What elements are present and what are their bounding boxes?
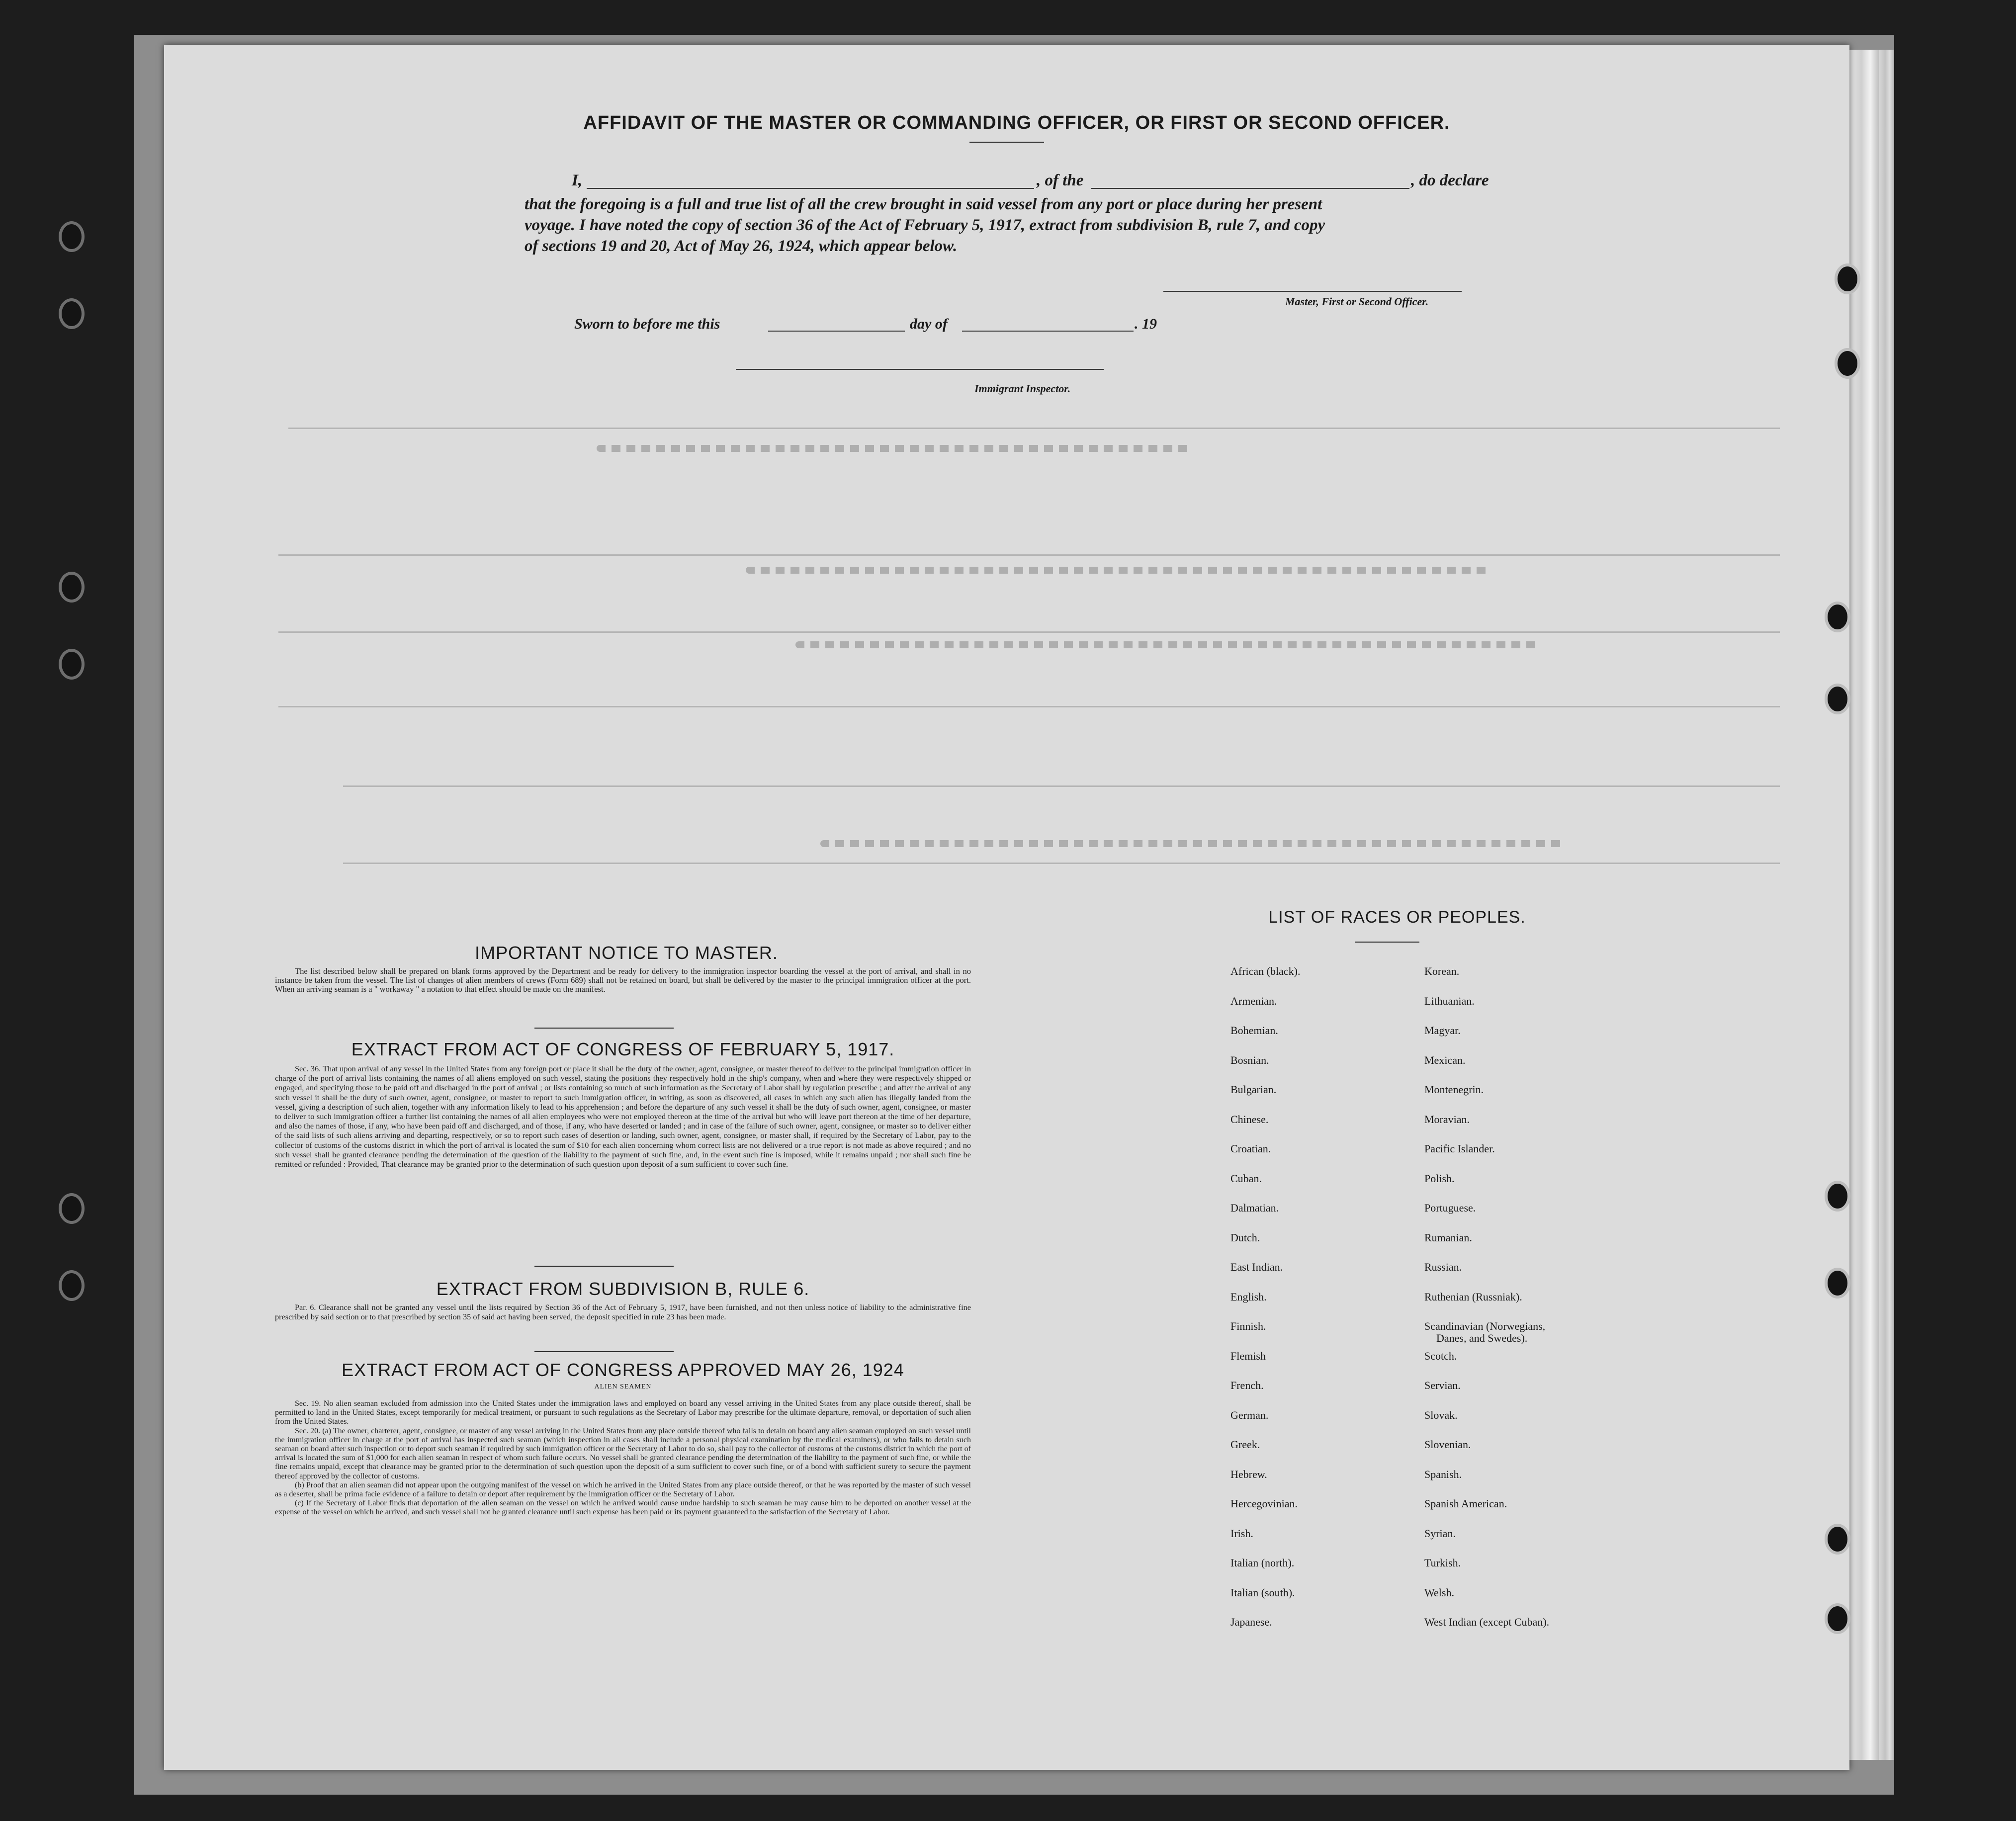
sec-19-paragraph: Sec. 19. No alien seaman excluded from admission into the United States under the immigration laws and employed on board any vessel arriving in the United States from any place outside thereof, shall be permitted to land in the United States, except temporarily for medical treatment, or pursuant to such regulations as the Secretary of Labor may prescribe for the ultimate departure, removal, or deportation of such alien from the United States. xyxy=(275,1399,971,1426)
extract-1924-text xyxy=(275,1399,971,1517)
punch-hole xyxy=(59,221,85,252)
year-prefix: . 19 xyxy=(1135,316,1157,332)
race-item: Greek. xyxy=(1230,1438,1260,1451)
race-item: Bosnian. xyxy=(1230,1053,1269,1066)
affidavit-declare: , do declare xyxy=(1411,172,1489,189)
race-item: English. xyxy=(1230,1290,1267,1303)
extract-rule6-text xyxy=(275,1302,971,1321)
name-blank[interactable] xyxy=(587,188,1034,189)
races-right-column xyxy=(1424,965,1549,1646)
punch-hole xyxy=(1825,1603,1850,1634)
race-item: Irish. xyxy=(1230,1527,1253,1540)
race-item: Dutch. xyxy=(1230,1231,1260,1244)
affidavit-line-4: of sections 19 and 20, Act of May 26, 1924, which appear below. xyxy=(525,237,958,255)
sec-20b-paragraph: (b) Proof that an alien seaman did not appear upon the outgoing manifest of the vessel on which he arrived in the United States from any place outside thereof, or that he was reported by the master of such vessel as a deserter, shall be prima facie evidence of a failure to detain or deport after requirement by the immigration officer or the Secretary of Labor. xyxy=(275,1480,971,1499)
notice-title: IMPORTANT NOTICE TO MASTER. xyxy=(475,943,778,963)
race-item: Finnish. xyxy=(1230,1320,1266,1332)
sec-20a-paragraph: Sec. 20. (a) The owner, charterer, agent, consignee, or master of any vessel arriving in the United States from any place outside thereof who fails to detain on board any alien seaman employed on such vessel until the immigration officer in charge at the port of arrival has inspected such seaman (which inspection in all cases shall include a personal physical examination by the medical examiners), or who fails to detain such seaman on board after such inspection or to deport such seaman if required by such immigration officer or the Secretary of Labor to do so, shall pay to the collector of customs of the customs district in which the port of arrival is located the sum of $1,000 for each alien seaman in respect of whom such failure occurs. No vessel shall be granted clearance pending the determination of the liability to the payment of such fine, or while the fine remains unpaid, except that clearance may be granted prior to the determination of such question upon the deposit of a sum sufficient to cover such fine, or of a bond with sufficient surety to secure the payment thereof approved by the collector of customs. xyxy=(275,1426,971,1480)
punch-hole xyxy=(1825,1181,1850,1212)
month-blank[interactable] xyxy=(962,331,1134,332)
race-item: Servian. xyxy=(1424,1379,1461,1391)
punch-hole xyxy=(1825,1524,1850,1555)
affidavit-i: I, xyxy=(572,172,583,189)
races-title: LIST OF RACES OR PEOPLES. xyxy=(1268,908,1526,927)
race-item: French. xyxy=(1230,1379,1264,1391)
section-divider xyxy=(534,1351,674,1352)
punch-hole xyxy=(59,1193,85,1224)
race-item: Turkish. xyxy=(1424,1557,1461,1569)
affidavit-line-3: voyage. I have noted the copy of section 36 of the Act of February 5, 1917, extract from subdivision B, rule 7, and copy xyxy=(525,216,1325,234)
signature-label: Master, First or Second Officer. xyxy=(1285,295,1429,308)
sworn-text: Sworn to before me this xyxy=(574,316,720,332)
race-item: Slovak. xyxy=(1424,1408,1458,1421)
day-of-text: day of xyxy=(910,316,948,332)
affidavit-of-the: , of the xyxy=(1037,172,1084,189)
race-item: Spanish American. xyxy=(1424,1497,1507,1510)
race-item: Lithuanian. xyxy=(1424,994,1475,1007)
race-item-multiline xyxy=(1424,1320,1549,1350)
races-divider xyxy=(1355,942,1419,943)
bleed-through-rule xyxy=(278,554,1780,556)
race-item: Mexican. xyxy=(1424,1053,1466,1066)
section-36-paragraph: Sec. 36. That upon arrival of any vessel in the United States from any foreign port or place it shall be the duty of the owner, agent, consignee, or master thereof to deliver to the principal immigration officer in charge of the port of arrival lists containing the names of all aliens employed on such vessel, stating the positions they respectively hold in the ship's company, when and where they were respectively shipped or engaged, and specifying those to be paid off and discharged in the port of arrival ; or lists containing so much of such information as the Secretary of Labor shall by regulation prescribe ; and after the arrival of any such vessel it shall be the duty of such owner, agent, consignee, or master to report to such immigration officer, in writing, as soon as discovered, all cases in which any such alien has illegally landed from the vessel, giving a description of such alien, together with any information likely to lead to his apprehension ; and before the departure of any such vessel it shall be the duty of such owner, agent, consignee, or master to deliver to such immigration officer a further list containing the names of all alien employees who were not employed thereon at the time of the arrival but who will leave port thereon at the time of her departure, and also the names of those, if any, who have been paid off and discharged, and of those, if any, who have deserted or landed ; and in case of the failure of such owner, agent, consignee, or master so to deliver either of the said lists of such aliens arriving and departing, respectively, or so to report such cases of desertion or landing, such owner, agent, consignee, or master shall, if required by the Secretary of Labor, pay to the collector of customs of the customs district in which the port of arrival is located the sum of $10 for each alien concerning whom correct lists are not delivered or a true report is not made as above required ; and no such vessel shall be granted clearance pending the determination of the question of the liability to the payment of such fine, and, in the event such fine is imposed, while it remains unpaid ; nor shall such fine be remitted or refunded : Provided, That clearance may be granted prior to the determination of such question upon deposit of a sum sufficient to cover such fine. xyxy=(275,1064,971,1169)
race-item: Italian (north). xyxy=(1230,1557,1295,1569)
bleed-through-handwriting xyxy=(597,445,1193,452)
section-divider xyxy=(534,1028,674,1029)
race-item: Magyar. xyxy=(1424,1024,1461,1037)
extract-1924-title: EXTRACT FROM ACT OF CONGRESS APPROVED MAY 26, 1924 xyxy=(342,1360,904,1380)
bleed-through-rule xyxy=(278,631,1780,633)
sheet-edge xyxy=(1849,50,1879,1760)
section-divider xyxy=(534,1266,674,1267)
race-item: Hercegovinian. xyxy=(1230,1497,1298,1510)
race-item: Scotch. xyxy=(1424,1349,1457,1362)
race-item: Japanese. xyxy=(1230,1616,1272,1628)
signature-blank[interactable] xyxy=(1163,291,1462,292)
race-item: Syrian. xyxy=(1424,1527,1456,1540)
bleed-through-handwriting xyxy=(820,840,1566,847)
alien-seamen-subtitle: ALIEN SEAMEN xyxy=(594,1383,652,1390)
race-item: Spanish. xyxy=(1424,1468,1462,1480)
inspector-signature-blank[interactable] xyxy=(736,369,1104,370)
race-item: Dalmatian. xyxy=(1230,1202,1279,1214)
day-blank[interactable] xyxy=(768,331,905,332)
race-item: Welsh. xyxy=(1424,1586,1454,1599)
sheet-edge xyxy=(1879,50,1894,1760)
race-item: Flemish xyxy=(1230,1349,1266,1362)
race-item: Hebrew. xyxy=(1230,1468,1267,1480)
punch-hole xyxy=(59,649,85,680)
notice-paragraph: The list described below shall be prepared on blank forms approved by the Department and be ready for delivery to the immigration inspector boarding the vessel at the port of arrival, and shall in no instance be taken from the vessel. The list of changes of alien members of crews (Form 689) shall not be retained on board, but shall be delivered by the master to the principal immigration officer at the port. When an arriving seaman is a " workaway " a notation to that effect should be made on the manifest. xyxy=(275,966,971,994)
affidavit-line-2: that the foregoing is a full and true list of all the crew brought in said vessel from any port or place during her present xyxy=(525,195,1322,213)
punch-hole xyxy=(1825,602,1850,632)
punch-hole xyxy=(59,572,85,603)
race-item: Rumanian. xyxy=(1424,1231,1472,1244)
race-item-continuation: Danes, and Swedes). xyxy=(1436,1332,1528,1344)
race-item: African (black). xyxy=(1230,965,1301,977)
race-item: Slovenian. xyxy=(1424,1438,1471,1451)
race-item: Moravian. xyxy=(1424,1113,1470,1126)
par-6-paragraph: Par. 6. Clearance shall not be granted any vessel until the lists required by Section 36 of the Act of February 5, 1917, have been furnished, and not then unless notice of liability to the administrative fine prescribed by said section or to that prescribed by section 35 of said act having been served, the deposit specified in rule 23 has been made. xyxy=(275,1302,971,1321)
bleed-through-rule xyxy=(343,785,1780,787)
race-item: Pacific Islander. xyxy=(1424,1142,1495,1155)
punch-hole xyxy=(1835,348,1860,379)
bleed-through-handwriting xyxy=(746,567,1491,574)
race-item: Croatian. xyxy=(1230,1142,1271,1155)
race-item: Cuban. xyxy=(1230,1172,1262,1185)
race-item: Italian (south). xyxy=(1230,1586,1295,1599)
punch-hole xyxy=(1825,684,1850,714)
extract-1917-text xyxy=(275,1064,971,1169)
bleed-through-rule xyxy=(343,863,1780,864)
race-item: Korean. xyxy=(1424,965,1460,977)
bleed-through-rule xyxy=(278,706,1780,707)
race-item: Scandinavian (Norwegians, xyxy=(1424,1320,1546,1332)
punch-hole xyxy=(59,1270,85,1301)
extract-1917-title: EXTRACT FROM ACT OF CONGRESS OF FEBRUARY 5, 1917. xyxy=(351,1039,895,1059)
vessel-blank[interactable] xyxy=(1091,188,1409,189)
sec-20c-paragraph: (c) If the Secretary of Labor finds that deportation of the alien seaman on the vessel on which he arrived would cause undue hardship to such seaman he may cause him to be deported on another vessel at the expense of the vessel on which he arrived, and such vessel shall not be granted clearance until such expense has been paid or its payment guaranteed to the satisfaction of the Secretary of Labor. xyxy=(275,1499,971,1517)
race-item: Armenian. xyxy=(1230,994,1277,1007)
race-item: Portuguese. xyxy=(1424,1202,1476,1214)
race-item: West Indian (except Cuban). xyxy=(1424,1616,1550,1628)
race-item: Polish. xyxy=(1424,1172,1455,1185)
race-item: Chinese. xyxy=(1230,1113,1269,1126)
bleed-through-handwriting xyxy=(795,641,1541,648)
race-item: Bohemian. xyxy=(1230,1024,1278,1037)
race-item: East Indian. xyxy=(1230,1261,1283,1273)
race-item: German. xyxy=(1230,1408,1269,1421)
affidavit-title: AFFIDAVIT OF THE MASTER OR COMMANDING OFFICER, OR FIRST OR SECOND OFFICER. xyxy=(583,112,1450,133)
bleed-through-rule xyxy=(288,428,1780,429)
inspector-label: Immigrant Inspector. xyxy=(974,382,1071,395)
punch-hole xyxy=(1835,263,1860,294)
race-item: Montenegrin. xyxy=(1424,1083,1484,1096)
notice-text xyxy=(275,967,971,994)
title-divider xyxy=(969,142,1044,143)
extract-rule6-title: EXTRACT FROM SUBDIVISION B, RULE 6. xyxy=(436,1279,810,1299)
punch-hole xyxy=(1825,1268,1850,1299)
punch-hole xyxy=(59,298,85,329)
race-item: Russian. xyxy=(1424,1261,1462,1273)
race-item: Ruthenian (Russniak). xyxy=(1424,1290,1522,1303)
races-left-column xyxy=(1230,965,1300,1646)
race-item: Bulgarian. xyxy=(1230,1083,1277,1096)
